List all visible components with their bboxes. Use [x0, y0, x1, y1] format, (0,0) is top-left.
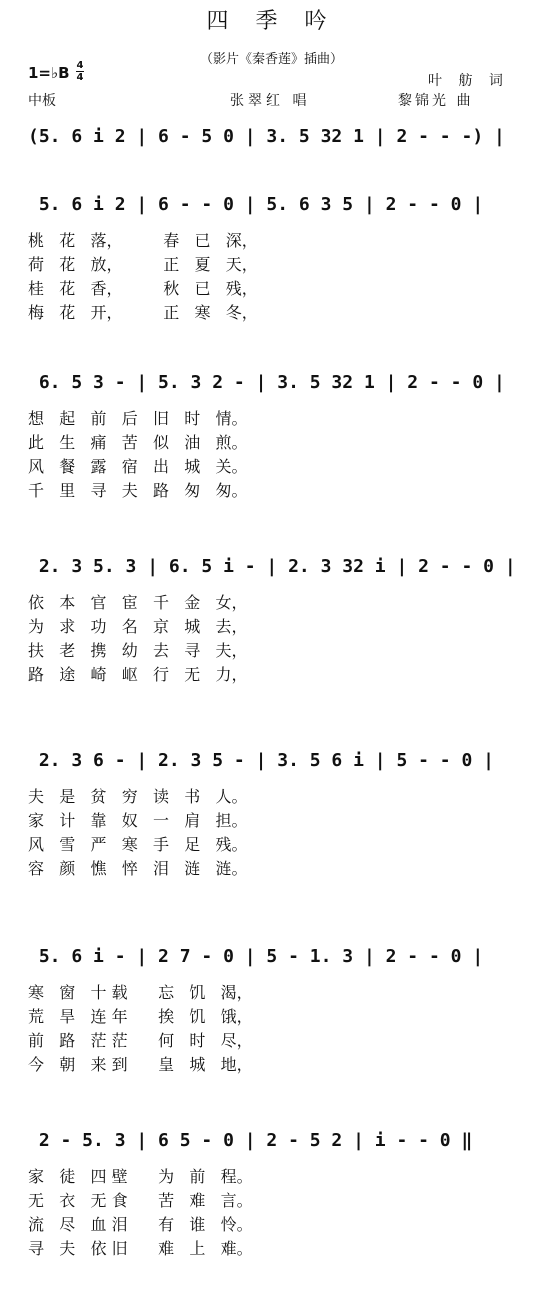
- lyric-verse-3: 扶 老 携 幼 去 寻 夫，: [28, 641, 248, 660]
- singer-credit: 张翠红 唱: [230, 93, 311, 109]
- lyric-verse-2: 此 生 痛 苦 似 油 煎。: [28, 433, 248, 452]
- notation-line: 5. 6 i 2 | 6 - - 0 | 5. 6 3 5 | 2 - - 0 |: [28, 194, 484, 215]
- notation-line: 2. 3 6 - | 2. 3 5 - | 3. 5 6 i | 5 - - 0 |: [28, 750, 494, 771]
- lyric-verse-3: 风 餐 露 宿 出 城 关。: [28, 457, 248, 476]
- lyric-verse-4: 寻 夫 依 旧 难 上 难。: [28, 1239, 253, 1258]
- music-system-6: [0, 1130, 543, 1270]
- music-system-3: [0, 556, 543, 696]
- lyric-verse-4: 容 颜 憔 悴 泪 涟 涟。: [28, 859, 248, 878]
- lyric-verse-1: 家 徒 四 壁 为 前 程。: [28, 1167, 253, 1186]
- tempo-marking: 中板: [28, 93, 56, 109]
- music-system-4: [0, 750, 543, 890]
- lyric-verse-2: 家 计 靠 奴 一 肩 担。: [28, 811, 248, 830]
- notation-line: 6. 5 3 - | 5. 3 2 - | 3. 5 32 1 | 2 - - 0 |: [28, 372, 505, 393]
- lyric-verse-1: 寒 窗 十 载 忘 饥 渴，: [28, 983, 253, 1002]
- music-system-5: [0, 946, 543, 1086]
- lyric-verse-3: 流 尽 血 泪 有 谁 怜。: [28, 1215, 253, 1234]
- lyric-verse-1: 夫 是 贫 穷 读 书 人。: [28, 787, 248, 806]
- notation-line: (5. 6 i 2 | 6 - 5 0 | 3. 5 32 1 | 2 - - -) |: [28, 126, 505, 147]
- lyric-verse-3: 前 路 茫 茫 何 时 尽，: [28, 1031, 253, 1050]
- lyric-verse-2: 无 衣 无 食 苦 难 言。: [28, 1191, 253, 1210]
- music-system-1: [0, 194, 543, 334]
- lyricist-credit: 叶 舫 词: [428, 73, 509, 89]
- lyric-verse-4: 今 朝 来 到 皇 城 地，: [28, 1055, 253, 1074]
- composer-credit: 黎锦光 曲: [398, 93, 474, 109]
- time-signature-bottom: 4: [76, 72, 84, 83]
- key-signature: [28, 64, 70, 82]
- music-system-intro: [0, 126, 543, 166]
- song-title: 四 季 吟: [206, 9, 337, 34]
- lyric-verse-2: 为 求 功 名 京 城 去，: [28, 617, 248, 636]
- time-signature: [76, 60, 84, 83]
- lyric-verse-1: 想 起 前 后 旧 时 情。: [28, 409, 248, 428]
- notation-line: 2 - 5. 3 | 6 5 - 0 | 2 - 5 2 | i - - 0 ‖: [28, 1130, 473, 1151]
- lyric-verse-4: 梅 花 开， 正 寒 冬，: [28, 303, 258, 322]
- time-signature-top: 4: [76, 60, 84, 71]
- lyric-verse-1: 依 本 官 宦 千 金 女，: [28, 593, 248, 612]
- lyric-verse-2: 荒 旱 连 年 挨 饥 饿，: [28, 1007, 253, 1026]
- notation-line: 5. 6 i - | 2 7 - 0 | 5 - 1. 3 | 2 - - 0 |: [28, 946, 484, 967]
- song-subtitle: （影片《秦香莲》插曲）: [199, 52, 343, 67]
- notation-line: 2. 3 5. 3 | 6. 5 i - | 2. 3 32 i | 2 - - 0 |: [28, 556, 516, 577]
- lyric-verse-2: 荷 花 放， 正 夏 天，: [28, 255, 258, 274]
- lyric-verse-4: 路 途 崎 岖 行 无 力，: [28, 665, 248, 684]
- key-label: 1=♭B: [28, 64, 70, 82]
- lyric-verse-3: 桂 花 香， 秋 已 残，: [28, 279, 258, 298]
- lyric-verse-4: 千 里 寻 夫 路 匆 匆。: [28, 481, 248, 500]
- lyric-verse-3: 风 雪 严 寒 手 足 残。: [28, 835, 248, 854]
- music-system-2: [0, 372, 543, 512]
- lyric-verse-1: 桃 花 落， 春 已 深，: [28, 231, 258, 250]
